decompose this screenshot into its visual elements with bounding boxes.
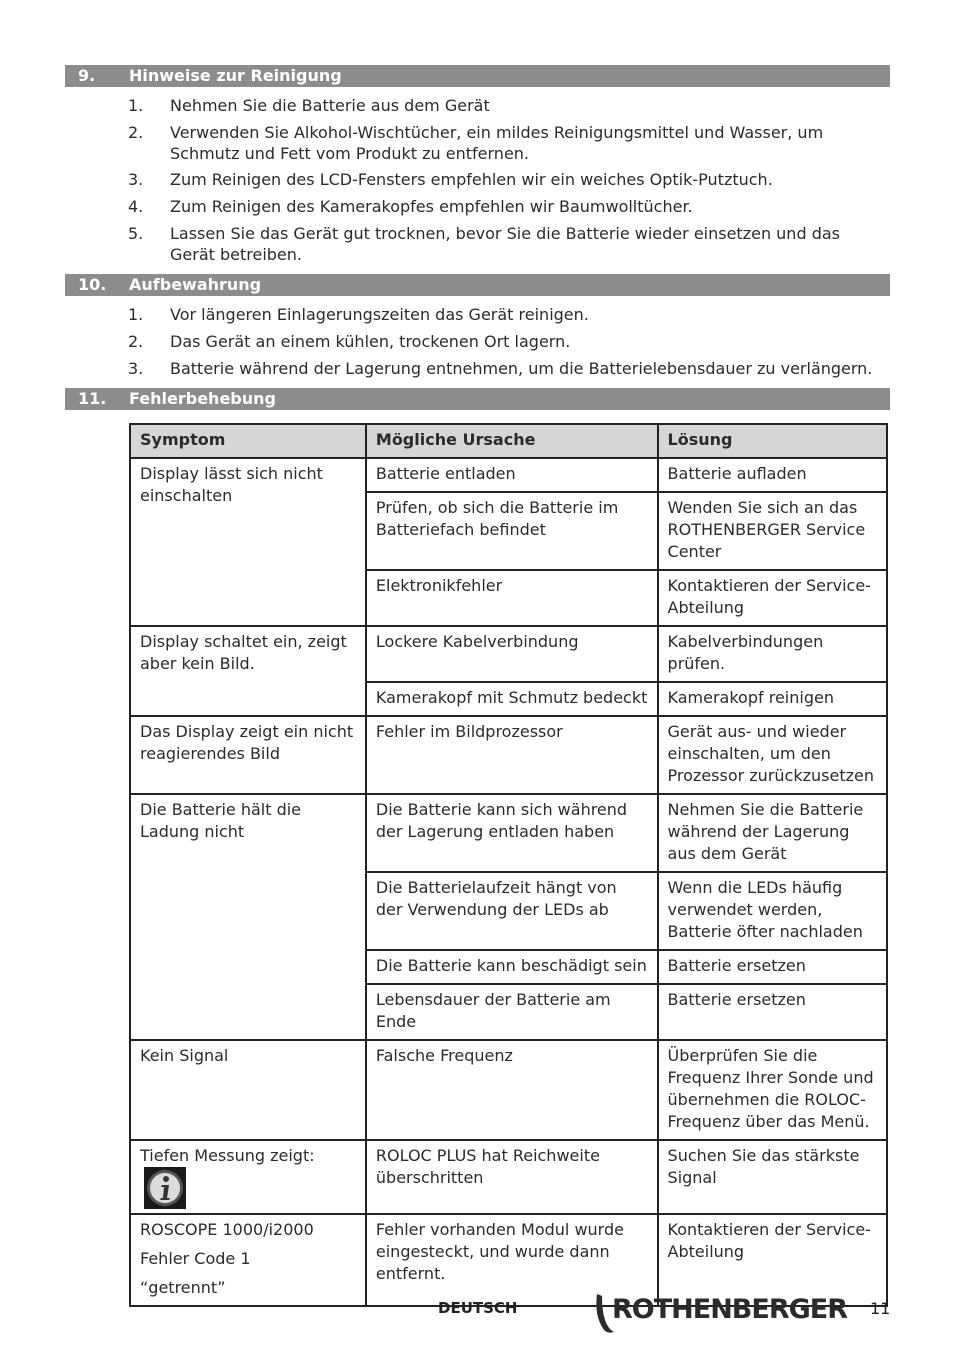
- cause-cell: Fehler vorhanden Modul wurde eingesteckt, und wurde dann entfernt.: [366, 1214, 658, 1306]
- list-item: [0, 95, 954, 122]
- cause-cell: Fehler im Bildprozessor: [366, 716, 658, 794]
- symptom-line: Fehler Code 1: [140, 1249, 251, 1268]
- symptom-cell: Display schaltet ein, zeigt aber kein Bild.: [130, 626, 366, 716]
- solution-cell: Gerät aus- und wieder einschalten, um den Prozessor zurückzusetzen: [658, 716, 887, 794]
- solution-cell: Batterie ersetzen: [658, 984, 887, 1040]
- symptom-line: “getrennt”: [140, 1278, 226, 1297]
- symptom-cell: Display lässt sich nicht einschalten: [130, 458, 366, 626]
- section-10-list: [0, 304, 954, 385]
- troubleshooting-table: [129, 423, 888, 1307]
- solution-cell: Batterie ersetzen: [658, 950, 887, 984]
- symptom-cell: [130, 1140, 366, 1214]
- item-text: Verwenden Sie Alkohol-Wischtücher, ein mildes Reinigungsmittel und Wasser, um Schmutz und Fett vom Produkt zu entfernen.: [170, 123, 824, 163]
- section-number: 10.: [78, 275, 107, 294]
- item-number: 1.: [128, 96, 144, 115]
- section-number: 11.: [78, 389, 107, 408]
- solution-cell: Kontaktieren der Service-Abteilung: [658, 570, 887, 626]
- list-item: [0, 169, 954, 196]
- section-title: Hinweise zur Reinigung: [129, 66, 342, 85]
- section-9-list: [0, 95, 954, 270]
- item-number: 1.: [128, 305, 144, 324]
- header-cause: Mögliche Ursache: [366, 424, 658, 458]
- cause-cell: Falsche Frequenz: [366, 1040, 658, 1140]
- item-text: Zum Reinigen des LCD-Fensters empfehlen wir ein weiches Optik-Putztuch.: [170, 170, 773, 189]
- section-title: Aufbewahrung: [129, 275, 262, 294]
- list-item: [0, 358, 954, 385]
- solution-cell: Nehmen Sie die Batterie während der Lagerung aus dem Gerät: [658, 794, 887, 872]
- item-text: Batterie während der Lagerung entnehmen, um die Batterielebensdauer zu verlängern.: [170, 359, 873, 378]
- table-header-row: [130, 424, 887, 458]
- symptom-cell: Kein Signal: [130, 1040, 366, 1140]
- solution-cell: Kamerakopf reinigen: [658, 682, 887, 716]
- solution-cell: Suchen Sie das stärkste Signal: [658, 1140, 887, 1214]
- cause-cell: ROLOC PLUS hat Reichweite überschritten: [366, 1140, 658, 1214]
- cause-cell: Die Batterie kann sich während der Lagerung entladen haben: [366, 794, 658, 872]
- table-row: [130, 1214, 887, 1306]
- symptom-cell: [130, 1214, 366, 1306]
- cause-cell: Lockere Kabelverbindung: [366, 626, 658, 682]
- cause-cell: Die Batterie kann beschädigt sein: [366, 950, 658, 984]
- table-row: [130, 458, 887, 492]
- cause-cell: Die Batterielaufzeit hängt von der Verwendung der LEDs ab: [366, 872, 658, 950]
- solution-cell: Kontaktieren der Service-Abteilung: [658, 1214, 887, 1306]
- footer-language: DEUTSCH: [438, 1299, 518, 1317]
- item-text: Zum Reinigen des Kamerakopfes empfehlen wir Baumwolltücher.: [170, 197, 693, 216]
- section-9-header: [65, 65, 890, 87]
- header-symptom: Symptom: [130, 424, 366, 458]
- section-11-header: [65, 388, 890, 410]
- list-item: [0, 331, 954, 358]
- item-number: 4.: [128, 197, 144, 216]
- list-item: [0, 304, 954, 331]
- item-number: 2.: [128, 332, 144, 351]
- cause-cell: Batterie entladen: [366, 458, 658, 492]
- cause-cell: Lebensdauer der Batterie am Ende: [366, 984, 658, 1040]
- list-item: [0, 196, 954, 223]
- table-row: [130, 626, 887, 682]
- table-row: [130, 794, 887, 872]
- header-solution: Lösung: [658, 424, 887, 458]
- item-number: 2.: [128, 123, 144, 142]
- solution-cell: Batterie aufladen: [658, 458, 887, 492]
- table-row: [130, 1140, 887, 1214]
- table-row: [130, 716, 887, 794]
- list-item: [0, 122, 954, 169]
- cause-cell: Kamerakopf mit Schmutz bedeckt: [366, 682, 658, 716]
- item-text: Das Gerät an einem kühlen, trockenen Ort lagern.: [170, 332, 571, 351]
- solution-cell: Wenden Sie sich an das ROTHENBERGER Service Center: [658, 492, 887, 570]
- item-number: 3.: [128, 359, 144, 378]
- section-10-header: [65, 274, 890, 296]
- item-number: 3.: [128, 170, 144, 189]
- list-item: [0, 223, 954, 270]
- symptom-cell: Die Batterie hält die Ladung nicht: [130, 794, 366, 1040]
- symptom-text: Tiefen Messung zeigt:: [140, 1146, 315, 1165]
- solution-cell: Überprüfen Sie die Frequenz Ihrer Sonde und übernehmen die ROLOC-Frequenz über das Menü.: [658, 1040, 887, 1140]
- item-text: Lassen Sie das Gerät gut trocknen, bevor Sie die Batterie wieder einsetzen und das Gerät betreiben.: [170, 224, 840, 264]
- item-text: Vor längeren Einlagerungszeiten das Gerät reinigen.: [170, 305, 589, 324]
- section-title: Fehlerbehebung: [129, 389, 276, 408]
- info-icon: [144, 1167, 186, 1209]
- cause-cell: Prüfen, ob sich die Batterie im Batteriefach befindet: [366, 492, 658, 570]
- page-number: 11: [870, 1299, 891, 1318]
- section-number: 9.: [78, 66, 96, 85]
- item-number: 5.: [128, 224, 144, 243]
- solution-cell: Wenn die LEDs häufig verwendet werden, Batterie öfter nachladen: [658, 872, 887, 950]
- symptom-cell: Das Display zeigt ein nicht reagierendes Bild: [130, 716, 366, 794]
- cause-cell: Elektronikfehler: [366, 570, 658, 626]
- symptom-line: ROSCOPE 1000/i2000: [140, 1220, 314, 1239]
- solution-cell: Kabelverbindungen prüfen.: [658, 626, 887, 682]
- table-row: [130, 1040, 887, 1140]
- item-text: Nehmen Sie die Batterie aus dem Gerät: [170, 96, 490, 115]
- brand-logo-text: ROTHENBERGER: [612, 1294, 848, 1325]
